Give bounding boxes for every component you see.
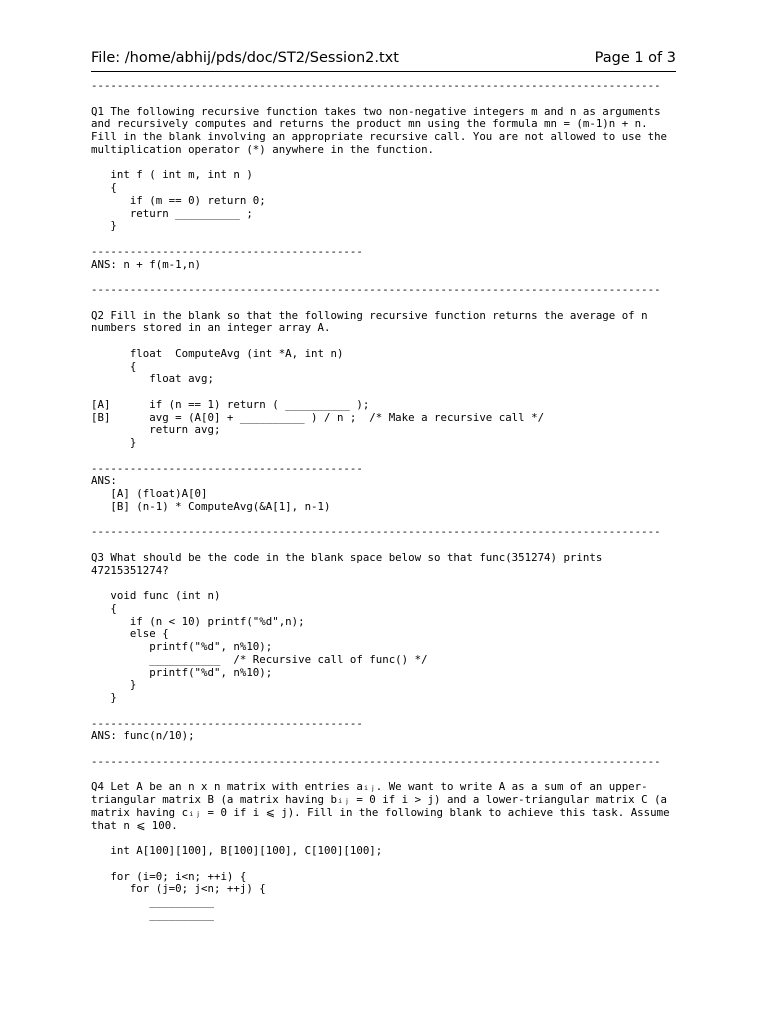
document-line: {	[91, 359, 137, 373]
document-line: float ComputeAvg (int *A, int n)	[91, 346, 344, 360]
document-line: matrix having cᵢⱼ = 0 if i ⩽ j). Fill in the following blank to achieve this task. Assume	[91, 805, 670, 819]
document-line: for (i=0; i<n; ++i) {	[91, 869, 247, 883]
document-line: Q2 Fill in the blank so that the following recursive function returns the average of n	[91, 308, 648, 322]
document-line: {	[91, 181, 117, 194]
document-line: ___________ /* Recursive call of func() */	[91, 652, 428, 666]
document-line: }	[91, 219, 117, 233]
document-line: void func (int n)	[91, 589, 221, 602]
document-body	[91, 80, 731, 922]
document-line	[91, 705, 731, 718]
document-line: triangular matrix B (a matrix having bᵢⱼ = 0 if i > j) and a lower-triangular matrix C (a	[91, 793, 668, 806]
document-line: ------------------------------------------	[91, 244, 363, 258]
page-number-label: Page 1 of 3	[594, 50, 676, 66]
document-line	[91, 297, 731, 310]
document-line	[91, 539, 731, 552]
document-line: float avg;	[91, 372, 214, 386]
document-line: Q1 The following recursive function takes two non-negative integers m and n as arguments	[91, 104, 661, 118]
document-line: int f ( int m, int n )	[91, 168, 253, 182]
document-line	[91, 743, 731, 756]
document-line	[91, 858, 731, 871]
document-line: int A[100][100], B[100][100], C[100][100];	[91, 844, 383, 857]
document-line: [A] if (n == 1) return ( __________ );	[91, 397, 370, 411]
document-line: __________	[91, 895, 214, 908]
document-line: ----------------------------------------------------------------------------------------	[91, 79, 661, 92]
document-line: [A] (float)A[0]	[91, 487, 208, 500]
document-line: [B] (n-1) * ComputeAvg(&A[1], n-1)	[91, 499, 331, 513]
document-line: }	[91, 678, 137, 692]
document-line: ----------------------------------------------------------------------------------------	[91, 525, 661, 539]
document-line: if (m == 0) return 0;	[91, 193, 266, 207]
document-line: ANS:	[91, 474, 117, 488]
document-line: printf("%d", n%10);	[91, 665, 273, 679]
document-line: ------------------------------------------	[91, 716, 363, 730]
document-line: {	[91, 601, 117, 615]
document-line: __________	[91, 907, 214, 921]
document-line	[91, 450, 731, 463]
document-line: return __________ ;	[91, 206, 253, 220]
document-line: else {	[91, 627, 169, 641]
document-line: and recursively computes and returns the product mn using the formula mn = (m-1)n + n.	[91, 117, 648, 131]
document-line: printf("%d", n%10);	[91, 640, 273, 653]
document-line: ----------------------------------------------------------------------------------------	[91, 754, 661, 768]
document-line: Q4 Let A be an n x n matrix with entries aᵢⱼ. We want to write A as a sum of an upper-	[91, 780, 648, 794]
document-line: multiplication operator (*) anywhere in the function.	[91, 142, 435, 156]
page-header	[91, 49, 676, 72]
document-line: }	[91, 691, 117, 704]
document-line	[91, 93, 731, 106]
document-line: ANS: func(n/10);	[91, 729, 195, 743]
file-path-label: File: /home/abhij/pds/doc/ST2/Session2.txt	[91, 50, 399, 66]
document-line	[91, 233, 731, 246]
document-line: ----------------------------------------------------------------------------------------	[91, 283, 661, 296]
document-line: that n ⩽ 100.	[91, 818, 178, 832]
document-line: }	[91, 436, 137, 449]
document-line	[91, 386, 731, 399]
document-line: [B] avg = (A[0] + __________ ) / n ; /* Make a recursive call */	[91, 410, 545, 424]
document-line: ------------------------------------------	[91, 461, 363, 475]
document-line	[91, 335, 731, 348]
document-line: return avg;	[91, 423, 221, 437]
document-line: if (n < 10) printf("%d",n);	[91, 614, 305, 628]
document-line: 47215351274?	[91, 563, 169, 577]
document-line: Q3 What should be the code in the blank space below so that func(351274) prints	[91, 550, 603, 564]
document-line: ANS: n + f(m-1,n)	[91, 257, 202, 271]
document-line: Fill in the blank involving an appropriate recursive call. You are not allowed to use the	[91, 130, 668, 143]
document-line: numbers stored in an integer array A.	[91, 321, 331, 335]
document-line: for (j=0; j<n; ++j) {	[91, 882, 266, 896]
